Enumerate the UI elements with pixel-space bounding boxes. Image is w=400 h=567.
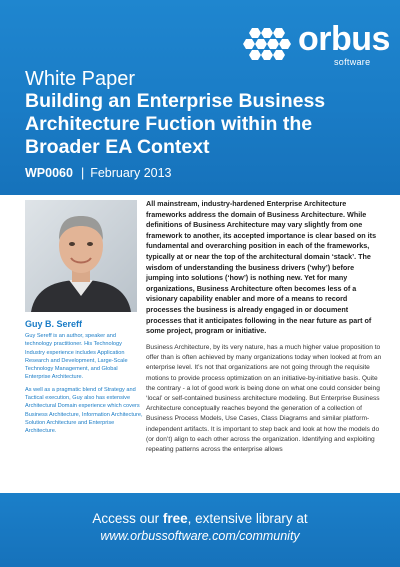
- brand-name: orbus: [298, 20, 390, 58]
- body-paragraph: Business Architecture, by its very nature, has a much higher value proposition to offer than is often achieved by many organizations today when looked at from an enterprise level. It’s not that organizations are not going through the requisite motions to provide process optimization on an initiative-by-initiative basis. Quite the contrary - a lot of good work is being done on what one could consider being ‘local’ or self-contained business architecture modeling. But Enterprise Business Architecture conceptually reaches beyond the generation of a collection of Business Process Models, Use Cases, Class Diagrams and similar platform-independent artifacts. It is important to step back and look at how the models do (or don’t) align to each other across the organization. Identifying and exploiting repeating patterns across the enterprise allows: [146, 344, 382, 454]
- lead-paragraph: All mainstream, industry-hardened Enterprise Architecture frameworks address the domain of Business Architecture. While definitions of Business Architecture may vary slightly from one framework to another, its accepted importance is clear based on its fundamental and overarching position in each of the frameworks, typically at or near the top of the architectural domain ‘stack’. The wisdom of understanding the business drivers (‘why’) before jumping into solutions (‘how’) is nothing new. Yet for many organizations, Business Architecture often becomes less of a visionary capability enabler and more of a means to record processes the business is already engaged in or document processes that it anticipates following in the near future as part of some project, program or initiative.: [146, 199, 377, 336]
- orbus-logo[interactable]: [242, 20, 390, 67]
- author-portrait-icon: [25, 200, 137, 312]
- author-name: Guy B. Sereff: [25, 319, 83, 329]
- paper-code: WP0060: [25, 166, 73, 180]
- author-photo: [25, 200, 137, 312]
- footer-cta-pre: Access our: [92, 511, 163, 526]
- hexagon-cluster-icon: [242, 26, 300, 62]
- footer-cta-post: , extensive library at: [187, 511, 308, 526]
- footer-banner: [0, 493, 400, 567]
- author-bio-paragraph: As well as a pragmatic blend of Strategy and Tactical execution, Guy also has extensive Architectural Domain experience which covers Business Architecture, Information Architecture, Solution Architecture and Enterprise Architecture.: [25, 386, 143, 435]
- paper-date: February 2013: [90, 166, 172, 180]
- footer-cta: [0, 511, 400, 527]
- paper-meta: [25, 165, 172, 181]
- meta-separator: |: [80, 166, 85, 180]
- paper-type: White Paper: [25, 68, 136, 90]
- author-bio-paragraph: Guy Sereff is an author, speaker and technology practitioner. His Technology Industry experience includes Application Research and Development, Large-Scale Technology Management, and Global Enterprise Architecture.: [25, 333, 128, 381]
- footer-cta-bold: free: [162, 511, 188, 526]
- paper-title: Building an Enterprise Business Architecture Fuction within the Broader EA Context: [25, 90, 326, 158]
- author-bio: [25, 332, 143, 436]
- brand-sub: software: [334, 57, 371, 67]
- community-link[interactable]: www.orbussoftware.com/community: [100, 529, 300, 543]
- header-banner: [0, 0, 400, 195]
